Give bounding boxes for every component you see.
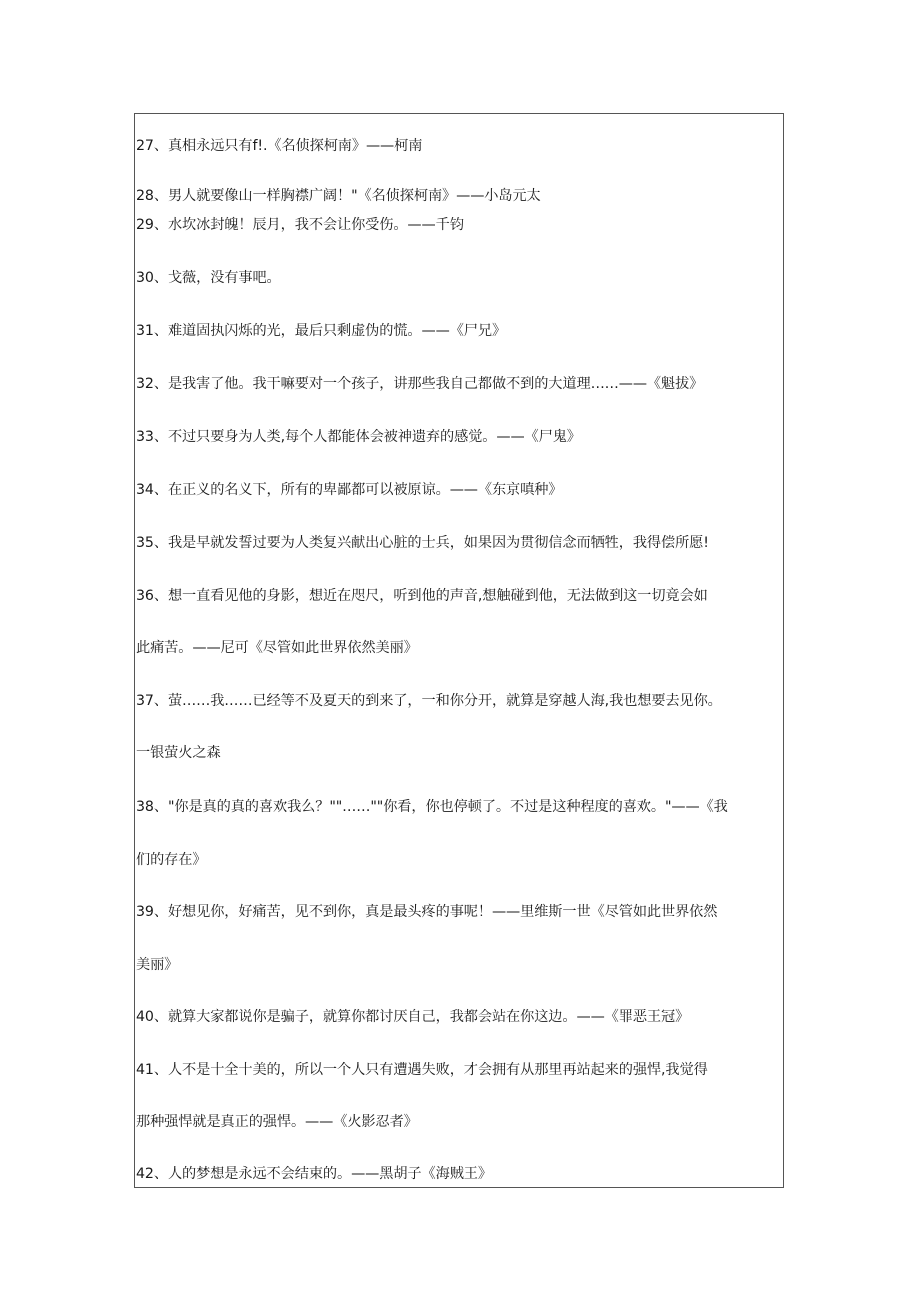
quote-line-33: 33、不过只要身为人类,每个人都能体会被神遗弃的感觉。——《尸鬼》 <box>136 429 581 445</box>
quote-line-41-cont: 那种强悍就是真正的强悍。——《火影忍者》 <box>136 1114 418 1130</box>
quote-line-38-cont: 们的存在》 <box>136 852 207 868</box>
quote-line-29: 29、水坎冰封魄！辰月，我不会让你受伤。——千钧 <box>136 217 464 233</box>
quote-line-38: 38、"你是真的真的喜欢我么？""……""你看，你也停顿了。不过是这种程度的喜欢。"——《我 <box>136 799 728 815</box>
quote-line-28: 28、男人就要像山一样胸襟广阔！"《名侦探柯南》——小岛元太 <box>136 188 541 204</box>
quote-line-30: 30、戈薇，没有事吧。 <box>136 270 281 286</box>
quote-line-41: 41、人不是十全十美的，所以一个人只有遭遇失败，才会拥有从那里再站起来的强悍,我觉得 <box>136 1062 708 1078</box>
quote-line-32: 32、是我害了他。我干嘛要对一个孩子，讲那些我自己都做不到的大道理……——《魁拔》 <box>136 376 704 392</box>
quote-line-34: 34、在正义的名义下，所有的卑鄙都可以被原谅。——《东京嗔种》 <box>136 482 563 498</box>
quote-line-31: 31、难道固执闪烁的光，最后只剩虚伪的慌。——《尸兄》 <box>136 323 507 339</box>
quote-line-42: 42、人的梦想是永远不会结束的。——黑胡子《海贼王》 <box>136 1166 492 1182</box>
quote-line-40: 40、就算大家都说你是骗子，就算你都讨厌自己，我都会站在你这边。——《罪恶王冠》 <box>136 1009 690 1025</box>
quote-line-37: 37、萤……我……已经等不及夏天的到来了，一和你分开，就算是穿越人海,我也想要去见你。 <box>136 693 722 709</box>
quote-line-39: 39、好想见你，好痛苦，见不到你，真是最头疼的事呢！——里维斯一世《尽管如此世界依然 <box>136 904 718 920</box>
quote-line-35: 35、我是早就发誓过要为人类复兴献出心脏的士兵，如果因为贯彻信念而牺牲，我得偿所愿! <box>136 535 709 551</box>
quote-line-39-cont: 美丽》 <box>136 957 179 973</box>
quote-line-27: 27、真相永远只有f!.《名侦探柯南》——柯南 <box>136 138 423 154</box>
quote-line-36-cont: 此痛苦。——尼可《尽管如此世界依然美丽》 <box>136 640 418 656</box>
quote-line-37-cont: 一银萤火之森 <box>136 745 221 761</box>
quote-line-36: 36、想一直看见他的身影，想近在咫尺，听到他的声音,想触碰到他，无法做到这一切竟会如 <box>136 588 708 604</box>
